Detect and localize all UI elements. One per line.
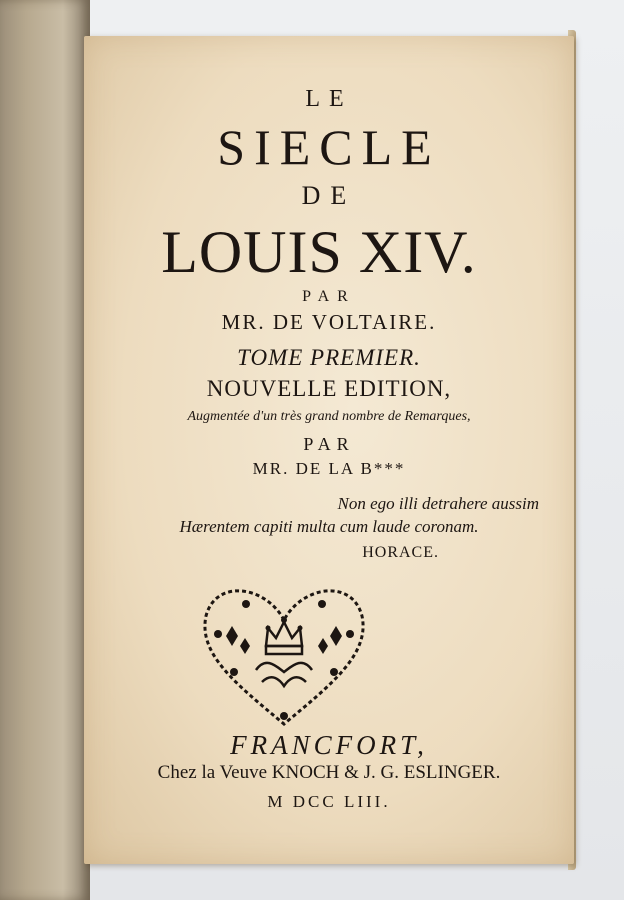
imprint-place: FRANCFORT, [230, 730, 428, 760]
epigraph-line-2: Hærentem capiti multa cum laude coronam. [179, 517, 479, 536]
edition-line: NOUVELLE EDITION, [206, 376, 452, 401]
title-siecle: SIECLE [217, 119, 441, 175]
par-label-2: PAR [303, 434, 355, 454]
title-louis-xiv: LOUIS XIV. [161, 219, 477, 285]
par-label: PAR [302, 288, 356, 305]
editor-line: MR. DE LA B*** [252, 459, 406, 478]
imprint-publisher: Chez la Veuve KNOCH & J. G. ESLINGER. [157, 762, 501, 783]
augmented-line: Augmentée d'un très grand nombre de Remarques, [187, 409, 471, 424]
title-le: LE [305, 86, 353, 112]
author-line: MR. DE VOLTAIRE. [221, 310, 437, 334]
title-page [84, 36, 574, 864]
previous-page-edge [0, 0, 90, 900]
tome-line: TOME PREMIER. [237, 345, 421, 370]
title-de: DE [301, 181, 357, 210]
imprint-date: M DCC LIII. [267, 792, 391, 811]
epigraph-line-1: Non ego illi detrahere aussim [337, 494, 539, 513]
epigraph-author: HORACE. [362, 544, 439, 561]
crown-ornament-heart-icon [196, 576, 372, 730]
